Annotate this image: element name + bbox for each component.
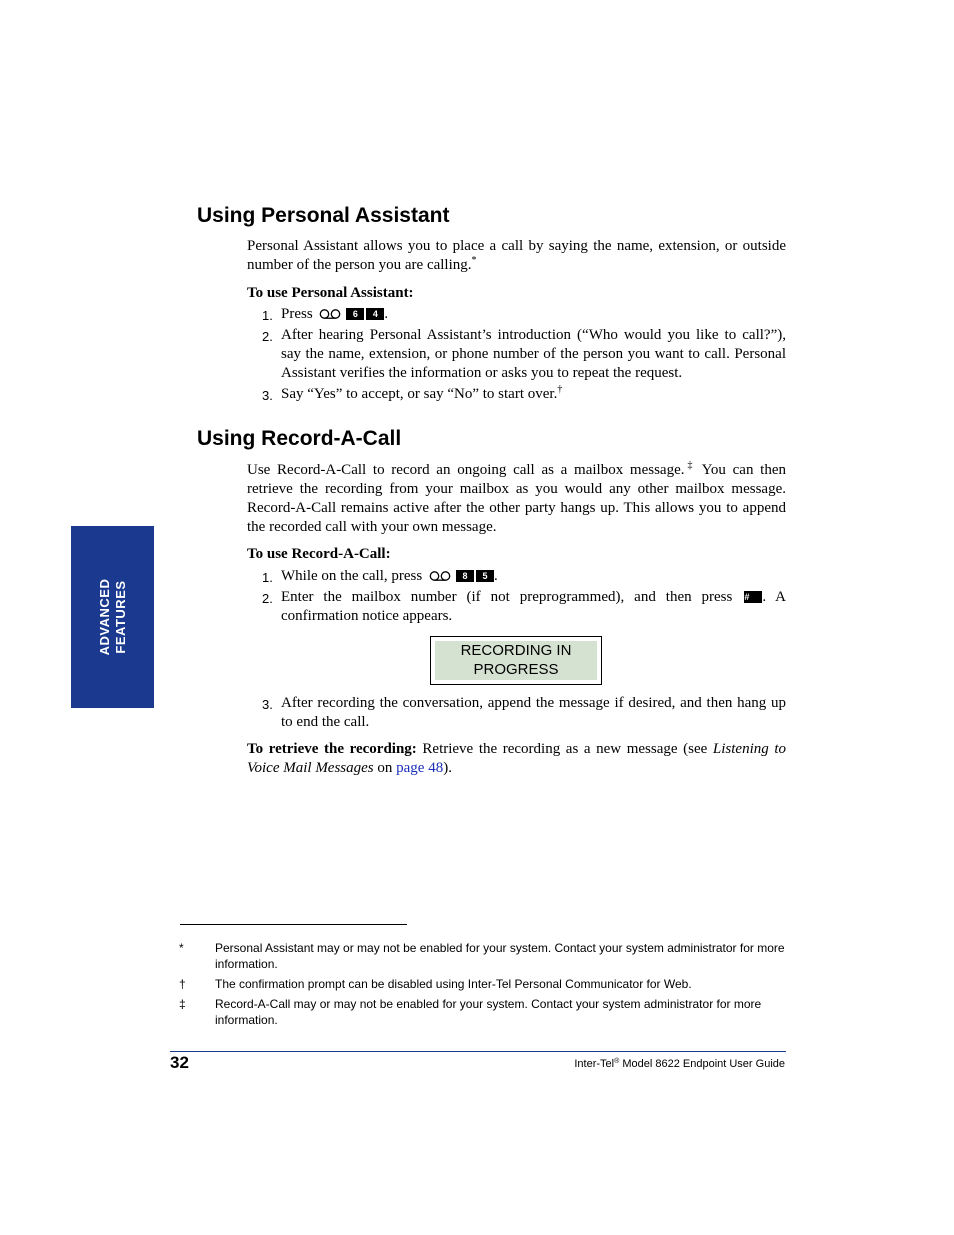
footnote-2: † The confirmation prompt can be disabled using Inter-Tel Personal Communicator for Web.	[179, 977, 692, 991]
footnote-ref-double-dagger[interactable]: ‡	[684, 460, 696, 471]
cross-reference-title: Listening to Voice Mail Messages	[247, 741, 787, 776]
pa-step-1: 1. Press 6 4 .	[262, 306, 389, 323]
procedure-label-personal-assistant: To use Personal Assistant:	[247, 285, 414, 301]
procedure-label-record-a-call: To use Record-A-Call:	[247, 546, 391, 562]
section-tab-label: ADVANCED FEATURES	[96, 578, 128, 656]
footnote-3: ‡ Record-A-Call may or may not be enabled for your system. Contact your system administrator for more information.	[179, 997, 762, 1027]
key-6: 6	[346, 308, 364, 320]
retrieve-recording-note: To retrieve the recording: Retrieve the recording as a new message (see Listening to Voice Mail Messages on page 48).	[247, 741, 787, 776]
page-number: 32	[170, 1053, 189, 1072]
heading-personal-assistant: Using Personal Assistant	[197, 204, 450, 227]
rac-step-2: 2. Enter the mailbox number (if not preprogrammed), and then press # . A confirmation notice appears.	[262, 589, 787, 624]
phone-display-screen: RECORDING IN PROGRESS	[435, 641, 597, 680]
key-8: 8	[456, 570, 474, 582]
rac-step-3: 3. After recording the conversation, append the message if desired, and then hang up to end the call.	[262, 695, 786, 730]
page-48-link[interactable]: page 48	[396, 760, 444, 776]
section-tab	[71, 526, 154, 708]
voicemail-icon	[318, 309, 342, 319]
record-a-call-intro: Use Record-A-Call to record an ongoing call as a mailbox message.‡ You can then retrieve the recording from your mailbox as you would any other mailbox message. Record-A-Call remains active after the other party hangs up. This allows you to append the recorded call with your own message.	[247, 460, 786, 535]
footer-title: Inter-Tel® Model 8622 Endpoint User Guide	[574, 1058, 785, 1070]
pa-step-3: 3. Say “Yes” to accept, or say “No” to start over.†	[262, 384, 563, 403]
key-5: 5	[476, 570, 494, 582]
footnote-1: * Personal Assistant may or may not be enabled for your system. Contact your system administrator for more information.	[179, 941, 785, 971]
heading-record-a-call: Using Record-A-Call	[197, 427, 402, 450]
personal-assistant-intro: Personal Assistant allows you to place a call by saying the name, extension, or outside number of the person you are calling.*	[247, 238, 786, 273]
footer-rule	[170, 1051, 786, 1052]
footnote-ref-dagger[interactable]: †	[557, 384, 563, 395]
key-pound: #	[744, 591, 762, 603]
voicemail-icon	[428, 571, 452, 581]
key-4: 4	[366, 308, 384, 320]
pa-step-2: 2. After hearing Personal Assistant’s introduction (“Who would you like to call?”), say the name, extension, or phone number of the person you want to call. Personal Assistant verifies the information or asks you to repeat the request.	[262, 327, 786, 381]
rac-step-1: 1. While on the call, press 8 5 .	[262, 568, 498, 585]
footnote-ref-star[interactable]: *	[471, 255, 477, 266]
footnote-separator	[180, 924, 407, 925]
phone-display	[430, 636, 602, 685]
